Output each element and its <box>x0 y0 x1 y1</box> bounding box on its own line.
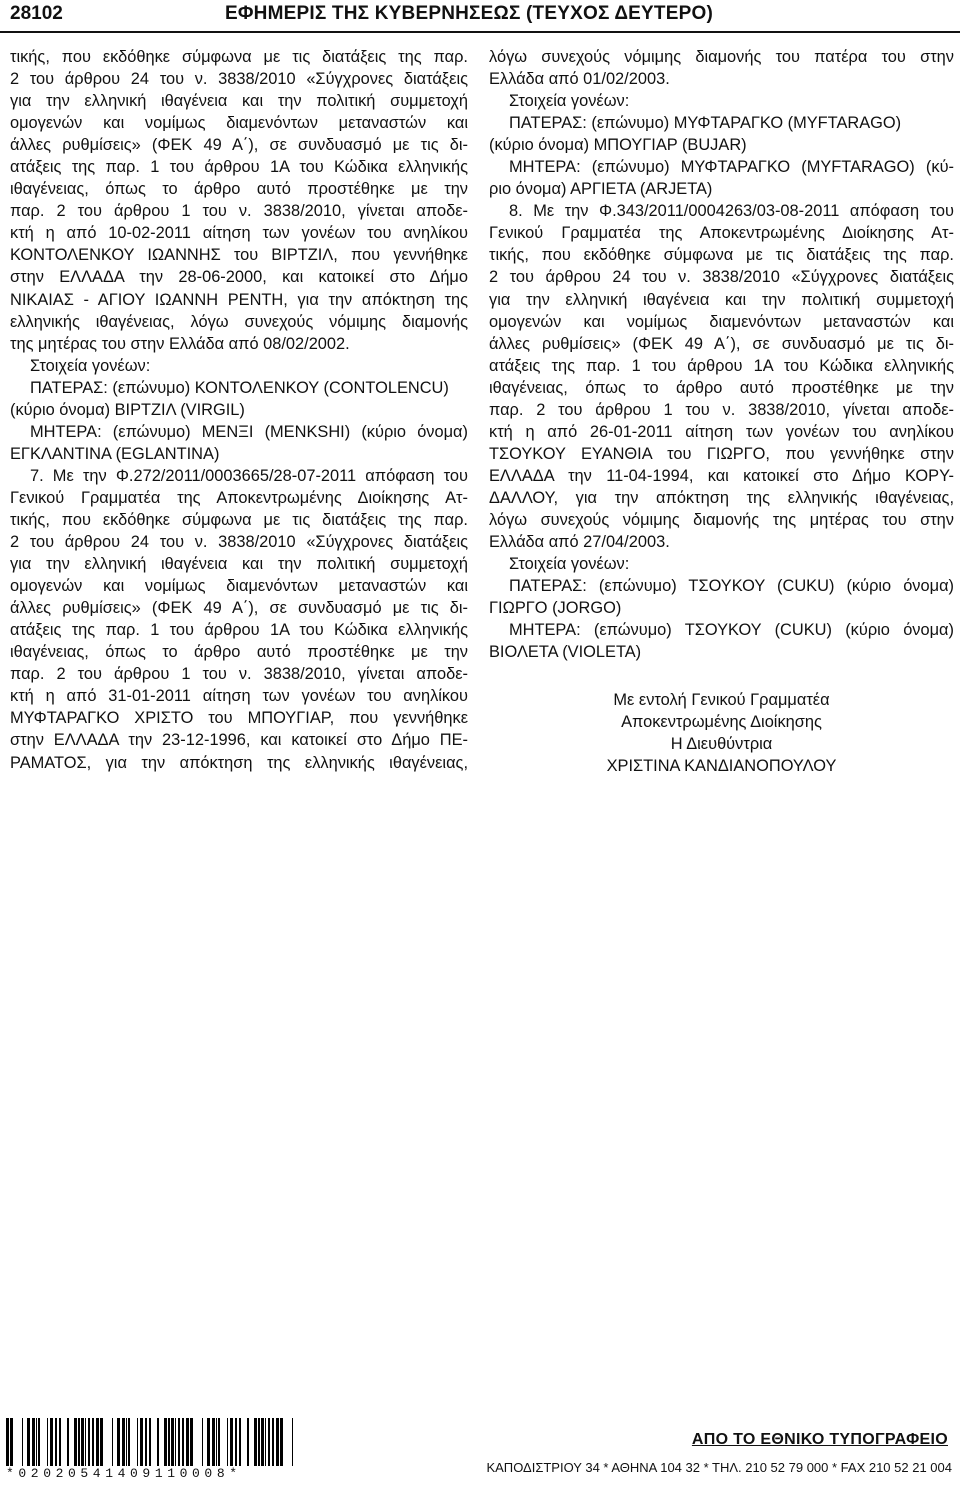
barcode-bar <box>112 1418 113 1466</box>
barcode-bar <box>126 1418 127 1466</box>
text-line: ΠΑΤΕΡΑΣ: (επώνυμο) ΚΟΝΤΟΛΕΝΚΟΥ (CONTOLENCU) <box>30 378 449 397</box>
text-line: 2 του άρθρου 24 του ν. 3838/2010 «Σύγχρονες διατάξεις <box>10 70 468 89</box>
text-line: κτή η από 10-02-2011 αίτηση των γονέων του ανηλίκου <box>10 224 468 243</box>
text-line: ΜΗΤΕΡΑ: (επώνυμο) ΤΣΟΥΚΟΥ (CUKU) (κύριο όνομα) <box>509 621 954 640</box>
text-line: ιθαγένειας, όπως το άρθρο αυτό προστέθηκε με την <box>10 643 468 662</box>
text-line: Ελλάδα από 27/04/2003. <box>489 533 670 552</box>
text-line: ΠΑΤΕΡΑΣ: (επώνυμο) ΜΥΦΤΑΡΑΓΚΟ (MYFTARAGO) <box>509 114 902 133</box>
barcode-bar <box>78 1418 80 1466</box>
barcode-bar <box>81 1418 84 1466</box>
barcode-bar <box>218 1418 220 1466</box>
text-line: (κύριο όνομα) ΒΙΡΤΖΙΛ (VIRGIL) <box>10 400 245 419</box>
text-line: της μητέρας του στην Ελλάδα από 08/02/2002. <box>10 334 350 353</box>
text-line: 2 του άρθρου 24 του ν. 3838/2010 «Σύγχρονες διατάξεις <box>489 268 954 287</box>
text-line: ΜΗΤΕΡΑ: (επώνυμο) ΜΕΝΞΙ (MENKSHI) (κύριο όνομα) <box>30 422 468 441</box>
text-line: τικής, που εκδόθηκε σύμφωνα με τις διατάξεις της παρ. <box>10 48 468 66</box>
barcode-bar <box>6 1418 9 1466</box>
barcode-bar <box>137 1418 138 1466</box>
barcode-digits: *02020541409110008* <box>6 1466 242 1481</box>
barcode-bar <box>100 1418 103 1466</box>
barcode-bar <box>207 1418 210 1466</box>
signature-line: Η Διευθύντρια <box>670 735 773 754</box>
text-line: ομογενών και νομίμως διαμενόντων μεταναστών και <box>10 577 468 596</box>
text-line: ριο όνομα) ΑΡΓΙΕΤΑ (ARJETA) <box>489 180 713 199</box>
text-line: ατάξεις της παρ. 1 του άρθρου 1Α του Κώδικα ελληνικής <box>10 621 468 640</box>
text-line: για την ελληνική ιθαγένεια και την πολιτική συμμετοχή <box>489 290 954 309</box>
text-line: ομογενών και νομίμως διαμενόντων μεταναστών και <box>10 114 468 133</box>
barcode-bar <box>202 1418 203 1466</box>
text-line: Στοιχεία γονέων: <box>509 555 630 574</box>
text-line: παρ. 2 του άρθρου 1 του ν. 3838/2010, γίνεται αποδε- <box>10 202 468 221</box>
barcode-bar <box>67 1418 69 1466</box>
barcode-bar <box>230 1418 233 1466</box>
text-line: ΜΥΦΤΑΡΑΓΚΟ ΧΡΙΣΤΟ του ΜΠΟΥΓΙΑΡ, που γεννήθηκε <box>10 709 468 728</box>
text-line: στην ΕΛΛΑΔΑ την 23-12-1996, και κατοικεί στο Δήμο ΠΕ- <box>10 731 468 750</box>
running-title: ΕΦΗΜΕΡΙΣ ΤΗΣ ΚΥΒΕΡΝΗΣΕΩΣ (ΤΕΥΧΟΣ ΔΕΥΤΕΡΟ) <box>225 3 713 24</box>
barcode-bar <box>164 1418 167 1466</box>
text-line: λόγω συνεχούς νόμιμης διαμονής της μητέρας του στην <box>489 510 954 529</box>
barcode-bar <box>261 1418 264 1466</box>
text-line: Γενικού Γραμματέα της Αποκεντρωμένης Διοίκησης Ατ- <box>489 224 954 243</box>
barcode-bar <box>254 1418 257 1466</box>
text-line: τικής, που εκδόθηκε σύμφωνα με τις διατάξεις της παρ. <box>10 510 468 529</box>
barcode-bar <box>292 1418 293 1466</box>
signature-block <box>489 689 954 777</box>
barcode-bar <box>145 1418 147 1466</box>
barcode-bar <box>117 1418 120 1466</box>
header-rule <box>0 31 960 33</box>
signature-line: ΧΡΙΣΤΙΝΑ ΚΑΝΔΙΑΝΟΠΟΥΛΟΥ <box>606 757 837 776</box>
text-line: ΕΛΛΑΔΑ την 11-04-1994, και κατοικεί στο Δήμο ΚΟΡΥ- <box>489 466 954 485</box>
text-line: ΓΙΩΡΓΟ (JORGO) <box>489 599 622 618</box>
text-line: ΜΗΤΕΡΑ: (επώνυμο) ΜΥΦΤΑΡΑΓΚΟ (MYFTARAGO) (κύ- <box>509 158 954 177</box>
text-line: ΒΙΟΛΕΤΑ (VIOLETA) <box>489 643 642 662</box>
text-line: ΔΑΛΛΟΥ, για την απόκτηση της ελληνικής ιθαγένειας, <box>489 488 954 507</box>
barcode-bar <box>55 1418 57 1466</box>
barcode-bar <box>265 1418 266 1466</box>
text-line: κτή η από 26-01-2011 αίτηση των γονέων του ανηλίκου <box>489 422 954 441</box>
barcode <box>6 1418 294 1466</box>
text-line: Γενικού Γραμματέα της Αποκεντρωμένης Διοίκησης Ατ- <box>10 488 468 507</box>
text-line: ιθαγένειας, όπως το άρθρο αυτό προστέθηκε με την <box>489 378 954 397</box>
text-line: (κύριο όνομα) ΜΠΟΥΓΙΑΡ (BUJAR) <box>489 136 747 155</box>
text-line: τικής, που εκδόθηκε σύμφωνα με τις διατάξεις της παρ. <box>489 246 954 265</box>
left-column <box>10 46 468 774</box>
barcode-bar <box>227 1418 228 1466</box>
right-column-text <box>489 46 954 663</box>
barcode-bar <box>36 1418 37 1466</box>
page-number: 28102 <box>10 3 63 24</box>
text-line: Ελλάδα από 01/02/2003. <box>489 70 670 89</box>
barcode-bar <box>182 1418 184 1466</box>
text-line: ΤΣΟΥΚΟΥ ΕΥΑΝΘΙΑ του ΓΙΩΡΓΟ, που γεννήθηκε στην <box>489 444 954 463</box>
text-line: ΚΟΝΤΟΛΕΝΚΟΥ ΙΩΑΝΝΗΣ του ΒΙΡΤΖΙΛ, που γεννήθηκε <box>10 246 468 265</box>
barcode-bar <box>32 1418 35 1466</box>
barcode-bar <box>74 1418 77 1466</box>
signature-line: Με εντολή Γενικού Γραμματέα <box>613 691 830 710</box>
text-line: Στοιχεία γονέων: <box>30 356 151 375</box>
text-line: ελληνικής ιθαγένειας, λόγω συνεχούς νόμιμης διαμονής <box>10 312 468 331</box>
text-line: ΕΓΚΛΑΝΤΙΝΑ (EGLANTINA) <box>10 444 220 463</box>
text-line: άλλες ρυθμίσεις» (ΦΕΚ 49 Α΄), σε συνδυασμό με τις δι- <box>489 334 954 353</box>
barcode-bar <box>239 1418 241 1466</box>
barcode-bar <box>190 1418 193 1466</box>
barcode-bar <box>247 1418 249 1466</box>
text-line: παρ. 2 του άρθρου 1 του ν. 3838/2010, γίνεται αποδε- <box>489 400 954 419</box>
barcode-bar <box>178 1418 180 1466</box>
barcode-bar <box>10 1418 13 1466</box>
right-column <box>489 46 954 778</box>
publisher-address: ΚΑΠΟΔΙΣΤΡΙΟΥ 34 * ΑΘΗΝΑ 104 32 * ΤΗΛ. 210 52 79 000 * FAX 210 52 21 004 <box>486 1460 952 1475</box>
barcode-bar <box>88 1418 90 1466</box>
barcode-bar <box>27 1418 30 1466</box>
barcode-bar <box>50 1418 53 1466</box>
barcode-bar <box>96 1418 99 1466</box>
barcode-bar <box>186 1418 189 1466</box>
barcode-bar <box>258 1418 260 1466</box>
text-line: για την ελληνική ιθαγένεια και την πολιτική συμμετοχή <box>10 92 468 111</box>
text-line: ιθαγένειας, όπως το άρθρο αυτό προστέθηκε με την <box>10 180 468 199</box>
barcode-bar <box>216 1418 217 1466</box>
barcode-bar <box>128 1418 130 1466</box>
barcode-bar <box>175 1418 176 1466</box>
text-line: στην ΕΛΛΑΔΑ την 28-06-2000, και κατοικεί στο Δήμο <box>10 268 468 287</box>
publisher-name: ΑΠΟ ΤΟ ΕΘΝΙΚΟ ΤΥΠΟΓΡΑΦΕΙΟ <box>691 1431 948 1448</box>
barcode-bar <box>276 1418 279 1466</box>
text-line: 7. Με την Φ.272/2011/0003665/28-07-2011 απόφαση του <box>30 466 468 485</box>
text-line: άλλες ρυθμίσεις» (ΦΕΚ 49 Α΄), σε συνδυασμό με τις δι- <box>10 599 468 618</box>
barcode-bar <box>38 1418 40 1466</box>
barcode-bar <box>268 1418 270 1466</box>
barcode-bar <box>235 1418 237 1466</box>
text-line: άλλες ρυθμίσεις» (ΦΕΚ 49 Α΄), σε συνδυασμό με τις δι- <box>10 136 468 155</box>
text-line: λόγω συνεχούς νόμιμης διαμονής του πατέρα του στην <box>489 48 954 66</box>
text-line: για την ελληνική ιθαγένεια και την πολιτική συμμετοχή <box>10 555 468 574</box>
barcode-bar <box>140 1418 143 1466</box>
text-line: ΝΙΚΑΙΑΣ - ΑΓΙΟΥ ΙΩΑΝΝΗ ΡΕΝΤΗ, για την απόκτηση της <box>10 290 468 309</box>
barcode-bar <box>59 1418 61 1466</box>
text-line: 2 του άρθρου 24 του ν. 3838/2010 «Σύγχρονες διατάξεις <box>10 533 468 552</box>
barcode-bar <box>212 1418 215 1466</box>
text-line: ΠΑΤΕΡΑΣ: (επώνυμο) ΤΣΟΥΚΟΥ (CUKU) (κύριο όνομα) <box>509 577 954 596</box>
barcode-bar <box>22 1418 23 1466</box>
text-line: κτή η από 31-01-2011 αίτηση των γονέων του ανηλίκου <box>10 687 468 706</box>
barcode-bar <box>168 1418 170 1466</box>
barcode-bar <box>149 1418 151 1466</box>
barcode-bar <box>280 1418 283 1466</box>
text-line: Στοιχεία γονέων: <box>509 92 630 111</box>
barcode-bar <box>92 1418 94 1466</box>
text-line: ΡΑΜΑΤΟΣ, για την απόκτηση της ελληνικής ιθαγένειας, <box>10 753 468 772</box>
text-line: ατάξεις της παρ. 1 του άρθρου 1Α του Κώδικα ελληνικής <box>10 158 468 177</box>
barcode-bar <box>47 1418 48 1466</box>
page-header <box>0 0 960 34</box>
text-line: ατάξεις της παρ. 1 του άρθρου 1Α του Κώδικα ελληνικής <box>489 356 954 375</box>
barcode-bar <box>157 1418 159 1466</box>
barcode-bar <box>272 1418 274 1466</box>
barcode-bar <box>122 1418 125 1466</box>
barcode-bar <box>171 1418 174 1466</box>
text-line: παρ. 2 του άρθρου 1 του ν. 3838/2010, γίνεται αποδε- <box>10 665 468 684</box>
barcode-bar <box>85 1418 86 1466</box>
text-line: ομογενών και νομίμως διαμενόντων μεταναστών και <box>489 312 954 331</box>
signature-line: Αποκεντρωμένης Διοίκησης <box>621 713 822 732</box>
text-line: 8. Με την Φ.343/2011/0004263/03-08-2011 απόφαση του <box>509 202 954 221</box>
